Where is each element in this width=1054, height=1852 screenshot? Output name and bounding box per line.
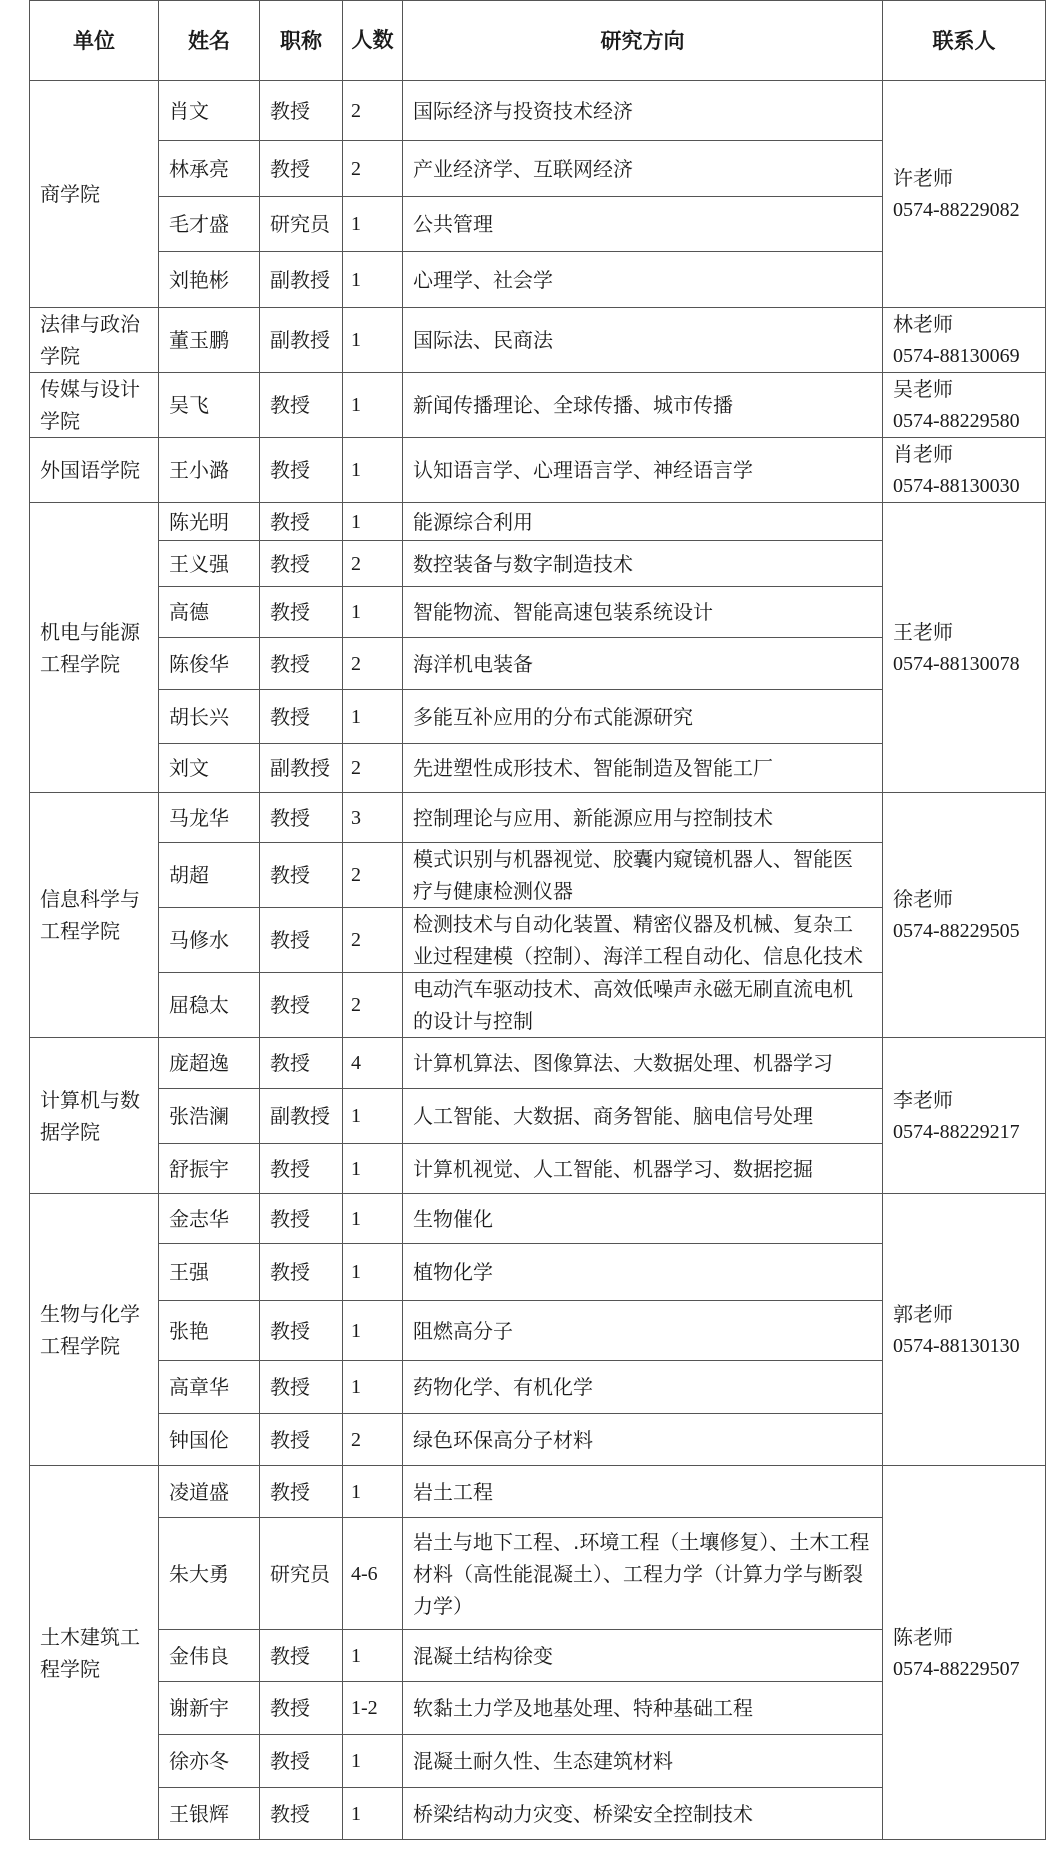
name-cell: 胡长兴: [159, 690, 260, 744]
count-cell: 2: [343, 141, 403, 197]
title-cell: 教授: [260, 141, 343, 197]
research-cell: 软黏土力学及地基处理、特种基础工程: [403, 1682, 883, 1735]
research-cell: 产业经济学、互联网经济: [403, 141, 883, 197]
research-cell: 国际经济与投资技术经济: [403, 81, 883, 141]
unit-cell: 土木建筑工程学院: [30, 1466, 159, 1840]
research-cell: 认知语言学、心理语言学、神经语言学: [403, 438, 883, 503]
table-row: [30, 1038, 1046, 1089]
header-name: 姓名: [159, 1, 260, 81]
count-cell: 1: [343, 438, 403, 503]
contact-cell: [883, 793, 1046, 1038]
name-cell: 张艳: [159, 1301, 260, 1361]
count-cell: 1: [343, 503, 403, 541]
count-cell: 1: [343, 1735, 403, 1788]
count-cell: 2: [343, 541, 403, 587]
name-cell: 马龙华: [159, 793, 260, 843]
title-cell: 副教授: [260, 1089, 343, 1144]
research-cell: 检测技术与自动化装置、精密仪器及机械、复杂工业过程建模（控制）、海洋工程自动化、信息化技术: [403, 908, 883, 973]
title-cell: 教授: [260, 638, 343, 690]
unit-cell: 信息科学与工程学院: [30, 793, 159, 1038]
title-cell: 教授: [260, 1735, 343, 1788]
name-cell: 徐亦冬: [159, 1735, 260, 1788]
contact-cell: [883, 1194, 1046, 1466]
contact-name: 肖老师: [893, 442, 953, 466]
contact-name: 林老师: [893, 312, 953, 336]
title-cell: 教授: [260, 1361, 343, 1414]
name-cell: 金志华: [159, 1194, 260, 1244]
research-cell: 能源综合利用: [403, 503, 883, 541]
name-cell: 王强: [159, 1244, 260, 1301]
research-cell: 药物化学、有机化学: [403, 1361, 883, 1414]
unit-cell: 外国语学院: [30, 438, 159, 503]
research-cell: 生物催化: [403, 1194, 883, 1244]
count-cell: 2: [343, 638, 403, 690]
title-cell: 教授: [260, 541, 343, 587]
count-cell: 4-6: [343, 1518, 403, 1630]
name-cell: 董玉鹏: [159, 308, 260, 373]
count-cell: 3: [343, 793, 403, 843]
count-cell: 1: [343, 197, 403, 252]
count-cell: 2: [343, 81, 403, 141]
contact-phone: 0574-88130030: [893, 475, 1020, 497]
count-cell: 1: [343, 1466, 403, 1518]
research-cell: 阻燃高分子: [403, 1301, 883, 1361]
name-cell: 高章华: [159, 1361, 260, 1414]
research-cell: 电动汽车驱动技术、高效低噪声永磁无刷直流电机的设计与控制: [403, 973, 883, 1038]
count-cell: 1: [343, 1361, 403, 1414]
count-cell: 1: [343, 308, 403, 373]
title-cell: 教授: [260, 690, 343, 744]
research-cell: 混凝土结构徐变: [403, 1630, 883, 1682]
title-cell: 教授: [260, 373, 343, 438]
contact-cell: [883, 373, 1046, 438]
research-cell: 数控装备与数字制造技术: [403, 541, 883, 587]
contact-phone: 0574-88130130: [893, 1334, 1020, 1357]
name-cell: 舒振宇: [159, 1144, 260, 1194]
name-cell: 毛才盛: [159, 197, 260, 252]
count-cell: 1-2: [343, 1682, 403, 1735]
title-cell: 教授: [260, 503, 343, 541]
research-cell: 计算机视觉、人工智能、机器学习、数据挖掘: [403, 1144, 883, 1194]
name-cell: 金伟良: [159, 1630, 260, 1682]
research-cell: 混凝土耐久性、生态建筑材料: [403, 1735, 883, 1788]
count-cell: 2: [343, 973, 403, 1038]
contact-cell: [883, 1466, 1046, 1840]
table-body: [30, 81, 1046, 1840]
table-row: [30, 308, 1046, 373]
research-cell: 智能物流、智能高速包装系统设计: [403, 587, 883, 638]
title-cell: 教授: [260, 81, 343, 141]
title-cell: 教授: [260, 793, 343, 843]
count-cell: 1: [343, 1089, 403, 1144]
count-cell: 1: [343, 690, 403, 744]
contact-phone: 0574-88229505: [893, 920, 1020, 942]
count-cell: 2: [343, 744, 403, 793]
title-cell: 教授: [260, 1194, 343, 1244]
title-cell: 教授: [260, 1144, 343, 1194]
count-cell: 1: [343, 587, 403, 638]
count-cell: 1: [343, 1144, 403, 1194]
research-cell: 模式识别与机器视觉、胶囊内窥镜机器人、智能医疗与健康检测仪器: [403, 843, 883, 908]
name-cell: 王义强: [159, 541, 260, 587]
research-cell: 计算机算法、图像算法、大数据处理、机器学习: [403, 1038, 883, 1089]
research-cell: 先进塑性成形技术、智能制造及智能工厂: [403, 744, 883, 793]
faculty-table: [29, 0, 1046, 1840]
title-cell: 教授: [260, 1630, 343, 1682]
name-cell: 马修水: [159, 908, 260, 973]
header-count: 人数: [343, 1, 403, 81]
table-row: [30, 438, 1046, 503]
research-cell: 岩土工程: [403, 1466, 883, 1518]
table-row: [30, 373, 1046, 438]
contact-phone: 0574-88229217: [893, 1120, 1020, 1143]
title-cell: 副教授: [260, 744, 343, 793]
contact-phone: 0574-88229507: [893, 1657, 1020, 1680]
contact-cell: [883, 438, 1046, 503]
research-cell: 绿色环保高分子材料: [403, 1414, 883, 1466]
unit-cell: 传媒与设计学院: [30, 373, 159, 438]
research-cell: 新闻传播理论、全球传播、城市传播: [403, 373, 883, 438]
research-cell: 多能互补应用的分布式能源研究: [403, 690, 883, 744]
name-cell: 王银辉: [159, 1788, 260, 1840]
contact-name: 吴老师: [893, 377, 953, 401]
table-row: [30, 793, 1046, 843]
name-cell: 王小潞: [159, 438, 260, 503]
count-cell: 1: [343, 373, 403, 438]
name-cell: 陈光明: [159, 503, 260, 541]
contact-phone: 0574-88229580: [893, 410, 1020, 432]
table-row: [30, 1466, 1046, 1518]
title-cell: 副教授: [260, 308, 343, 373]
count-cell: 2: [343, 1414, 403, 1466]
title-cell: 教授: [260, 1682, 343, 1735]
name-cell: 陈俊华: [159, 638, 260, 690]
contact-phone: 0574-88130069: [893, 345, 1020, 367]
research-cell: 公共管理: [403, 197, 883, 252]
contact-name: 王老师: [893, 619, 953, 644]
title-cell: 教授: [260, 587, 343, 638]
header-research: 研究方向: [403, 1, 883, 81]
name-cell: 钟国伦: [159, 1414, 260, 1466]
title-cell: 教授: [260, 438, 343, 503]
count-cell: 2: [343, 843, 403, 908]
research-cell: 岩土与地下工程、.环境工程（土壤修复）、土木工程材料（高性能混凝土）、工程力学（计算力学与断裂力学）: [403, 1518, 883, 1630]
title-cell: 教授: [260, 1414, 343, 1466]
title-cell: 教授: [260, 973, 343, 1038]
research-cell: 心理学、社会学: [403, 252, 883, 308]
research-cell: 人工智能、大数据、商务智能、脑电信号处理: [403, 1089, 883, 1144]
research-cell: 植物化学: [403, 1244, 883, 1301]
count-cell: 1: [343, 1244, 403, 1301]
research-cell: 国际法、民商法: [403, 308, 883, 373]
contact-cell: [883, 81, 1046, 308]
count-cell: 1: [343, 1194, 403, 1244]
title-cell: 教授: [260, 1788, 343, 1840]
contact-name: 陈老师: [893, 1624, 953, 1649]
research-cell: 海洋机电装备: [403, 638, 883, 690]
contact-name: 许老师: [893, 166, 953, 190]
title-cell: 教授: [260, 1038, 343, 1089]
contact-cell: [883, 1038, 1046, 1194]
count-cell: 1: [343, 1630, 403, 1682]
name-cell: 屈稳太: [159, 973, 260, 1038]
contact-cell: [883, 503, 1046, 793]
name-cell: 张浩澜: [159, 1089, 260, 1144]
name-cell: 凌道盛: [159, 1466, 260, 1518]
contact-name: 李老师: [893, 1087, 953, 1112]
table-row: [30, 503, 1046, 541]
name-cell: 吴飞: [159, 373, 260, 438]
title-cell: 教授: [260, 1466, 343, 1518]
title-cell: 教授: [260, 1244, 343, 1301]
unit-cell: 生物与化学工程学院: [30, 1194, 159, 1466]
name-cell: 刘艳彬: [159, 252, 260, 308]
title-cell: 研究员: [260, 197, 343, 252]
title-cell: 副教授: [260, 252, 343, 308]
header-title: 职称: [260, 1, 343, 81]
name-cell: 胡超: [159, 843, 260, 908]
title-cell: 教授: [260, 908, 343, 973]
unit-cell: 商学院: [30, 81, 159, 308]
header-unit: 单位: [30, 1, 159, 81]
name-cell: 肖文: [159, 81, 260, 141]
count-cell: 2: [343, 908, 403, 973]
title-cell: 教授: [260, 1301, 343, 1361]
contact-name: 郭老师: [893, 1301, 953, 1326]
contact-phone: 0574-88130078: [893, 652, 1020, 675]
unit-cell: 法律与政治学院: [30, 308, 159, 373]
title-cell: 研究员: [260, 1518, 343, 1630]
contact-name: 徐老师: [893, 887, 953, 911]
header-contact: 联系人: [883, 1, 1046, 81]
title-cell: 教授: [260, 843, 343, 908]
count-cell: 1: [343, 1301, 403, 1361]
research-cell: 控制理论与应用、新能源应用与控制技术: [403, 793, 883, 843]
name-cell: 庞超逸: [159, 1038, 260, 1089]
unit-cell: 机电与能源工程学院: [30, 503, 159, 793]
name-cell: 高德: [159, 587, 260, 638]
contact-phone: 0574-88229082: [893, 199, 1020, 221]
name-cell: 谢新宇: [159, 1682, 260, 1735]
table-row: [30, 1194, 1046, 1244]
count-cell: 1: [343, 1788, 403, 1840]
header-row: [30, 1, 1046, 81]
research-cell: 桥梁结构动力灾变、桥梁安全控制技术: [403, 1788, 883, 1840]
contact-cell: [883, 308, 1046, 373]
count-cell: 4: [343, 1038, 403, 1089]
name-cell: 朱大勇: [159, 1518, 260, 1630]
name-cell: 林承亮: [159, 141, 260, 197]
table-row: [30, 81, 1046, 141]
name-cell: 刘文: [159, 744, 260, 793]
unit-cell: 计算机与数据学院: [30, 1038, 159, 1194]
count-cell: 1: [343, 252, 403, 308]
